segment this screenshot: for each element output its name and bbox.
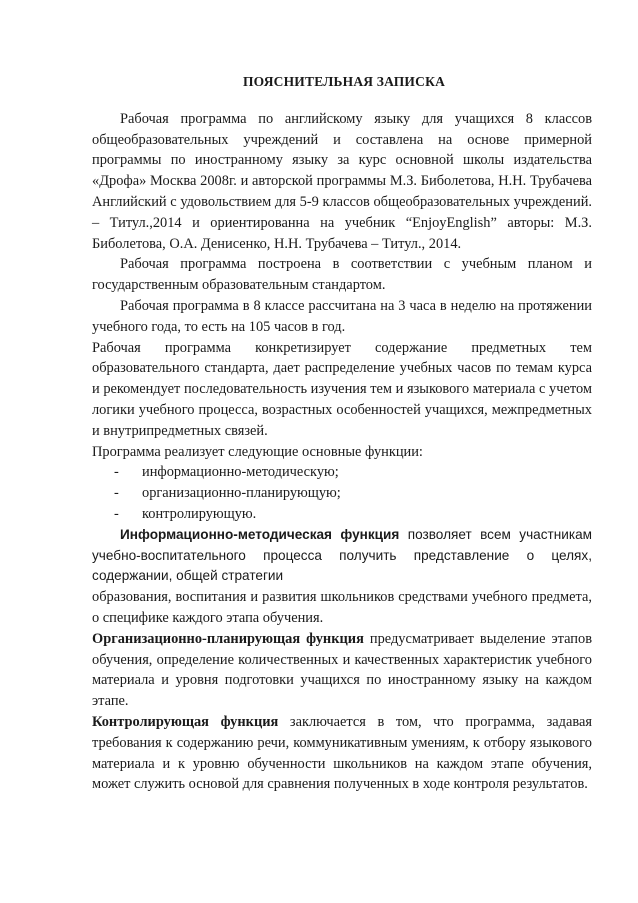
function-control-text: заключается в том, что программа, задавая требования к содержанию речи, коммуникативным умениям, к отбору языкового материала и к уровню обученности школьников на каждом этапе обучения, может служить основой для сравнения полученных в ходе контроля результатов. [92, 713, 592, 793]
paragraph-content: Рабочая программа конкретизирует содержание предметных тем образовательного стандарта, дает распределение учебных часов по темам курса и рекомендует последовательность изучения тем и языкового материала с учетом логики учебного процесса, возрастных особенностей учащихся, межпредметных и внутрипредметных связей. [92, 339, 592, 439]
paragraph-intro: Рабочая программа по английскому языку для учащихся 8 классов общеобразовательных учреждений и составлена на основе примерной программы по иностранному языку за курс основной школы издательства «Дрофа» Москва 2008г. и авторской программы М.З. Биболетова, Н.Н. Трубачева Английский с удовольствием для 5-9 классов общеобразовательных учреждений. – Титул.,2014 и ориентированна на учебник “EnjoyEnglish” авторы: М.З. Биболетова, О.А. Денисенко, Н.Н. Трубачева – Титул., 2014. [92, 110, 592, 252]
function-info-text: позволяет всем участникам учебно-воспитательного процесса получить представление о целях, содержании, общей стратегии [92, 526, 592, 584]
list-item [92, 504, 592, 525]
list-item [92, 462, 592, 483]
functions-list [92, 462, 592, 524]
list-item-text: организационно-планирующую; [142, 485, 341, 502]
list-item [92, 483, 592, 504]
paragraph-hours: Рабочая программа в 8 классе рассчитана на 3 часа в неделю на протяжении учебного года, то есть на 105 часов в год. [92, 297, 592, 335]
list-dash: - [114, 505, 119, 522]
list-dash: - [114, 485, 119, 502]
paragraph-standard: Рабочая программа построена в соответствии с учебным планом и государственным образовательным стандартом. [92, 256, 592, 294]
function-control-heading: Контролирующая функция [92, 713, 279, 730]
list-item-text: контролирующую. [142, 505, 257, 522]
page-title: ПОЯСНИТЕЛЬНАЯ ЗАПИСКА [242, 74, 446, 89]
function-planning-text: предусматривает выделение этапов обучения, определение количественных и качественных характеристик учебного материала и уровня подготовки учащихся по иностранному языку на каждом этапе. [92, 630, 592, 710]
list-item-text: информационно-методическую; [142, 464, 339, 481]
paragraph-functions-intro: Программа реализует следующие основные функции: [92, 443, 423, 460]
paragraph-function-planning [92, 629, 592, 712]
function-info-heading: Информационно-методическая функция [120, 526, 400, 542]
paragraph-function-info [92, 525, 592, 587]
document-page [92, 72, 592, 795]
list-dash: - [114, 464, 119, 481]
function-planning-heading: Организационно-планирующая функция [92, 630, 364, 647]
paragraph-function-control [92, 712, 592, 795]
paragraph-function-info-cont: образования, воспитания и развития школьников средствами учебного предмета, о специфике каждого этапа обучения. [92, 589, 592, 626]
